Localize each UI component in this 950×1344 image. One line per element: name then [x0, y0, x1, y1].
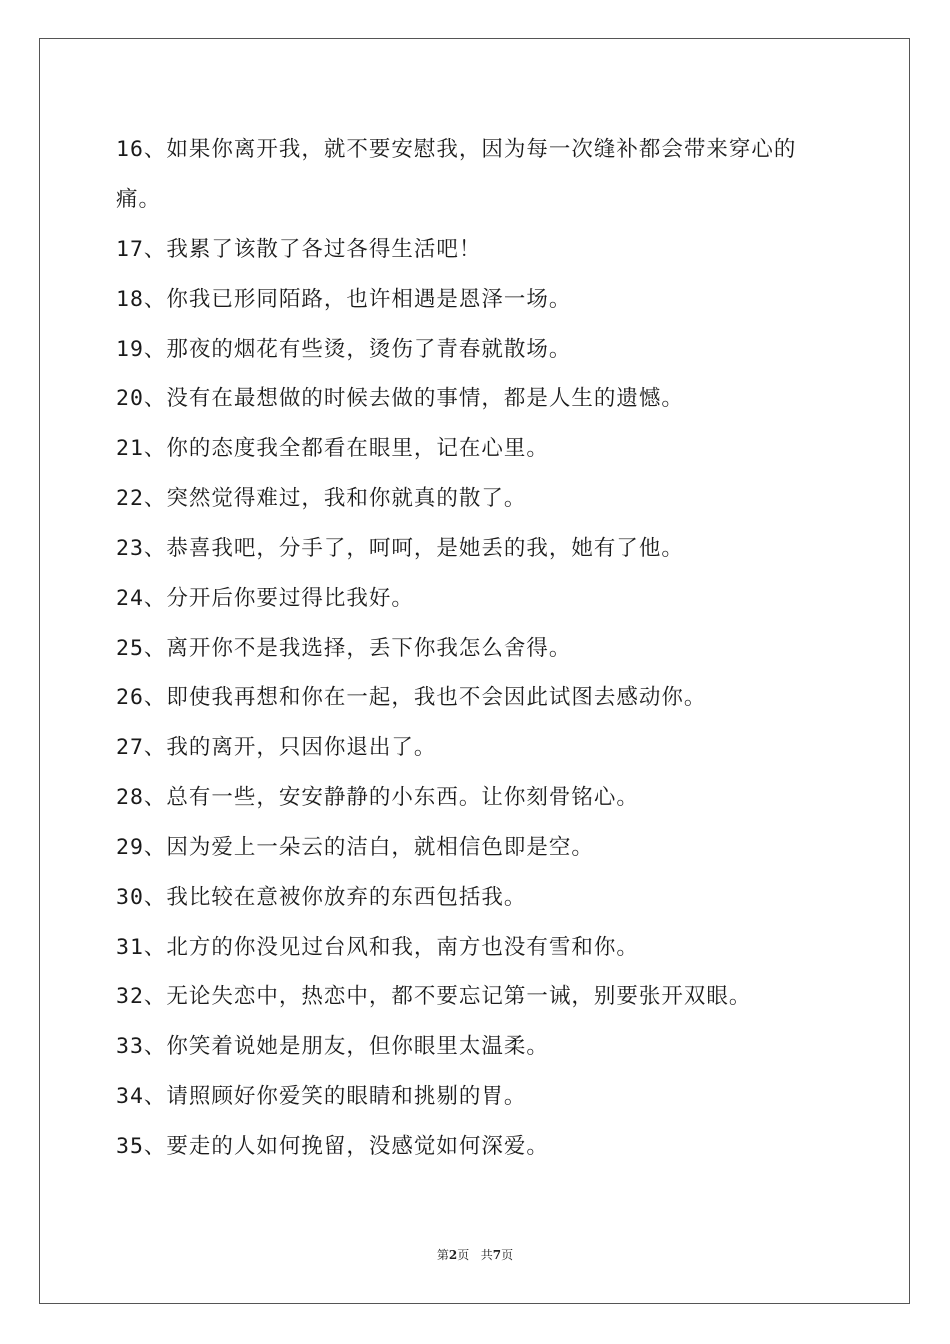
text-line: 31、北方的你没见过台风和我，南方也没有雪和你。 [116, 935, 639, 960]
text-line: 26、即使我再想和你在一起，我也不会因此试图去感动你。 [116, 685, 707, 710]
text-line: 24、分开后你要过得比我好。 [116, 586, 414, 611]
total-suffix: 页 [501, 1248, 514, 1262]
page-prefix: 第 [436, 1248, 449, 1262]
page-total: 7 [492, 1248, 502, 1262]
text-line: 20、没有在最想做的时候去做的事情，都是人生的遗憾。 [116, 386, 684, 411]
page-footer [0, 1246, 950, 1263]
text-line: 21、你的态度我全都看在眼里，记在心里。 [116, 436, 549, 461]
text-line: 18、你我已形同陌路，也许相遇是恩泽一场。 [116, 287, 572, 312]
text-line: 33、你笑着说她是朋友，但你眼里太温柔。 [116, 1034, 549, 1059]
page-border [39, 38, 910, 1304]
total-prefix: 共 [480, 1248, 493, 1262]
text-line: 17、我累了该散了各过各得生活吧！ [116, 237, 482, 262]
text-line: 22、突然觉得难过，我和你就真的散了。 [116, 486, 527, 511]
text-line: 23、恭喜我吧，分手了，呵呵，是她丢的我，她有了他。 [116, 536, 684, 561]
text-line: 27、我的离开，只因你退出了。 [116, 735, 437, 760]
text-line: 30、我比较在意被你放弃的东西包括我。 [116, 885, 527, 910]
text-line: 28、总有一些，安安静静的小东西。让你刻骨铭心。 [116, 785, 639, 810]
text-line: 痛。 [116, 187, 162, 212]
text-line: 25、离开你不是我选择，丢下你我怎么舍得。 [116, 636, 572, 661]
page-current: 2 [448, 1248, 458, 1262]
text-line: 29、因为爱上一朵云的洁白，就相信色即是空。 [116, 835, 594, 860]
text-line: 32、无论失恋中，热恋中，都不要忘记第一诫，别要张开双眼。 [116, 984, 752, 1009]
text-line: 19、那夜的烟花有些烫，烫伤了青春就散场。 [116, 337, 572, 362]
page-suffix: 页 [457, 1248, 470, 1262]
text-line: 35、要走的人如何挽留，没感觉如何深爱。 [116, 1134, 549, 1159]
text-line: 34、请照顾好你爱笑的眼睛和挑剔的胃。 [116, 1084, 527, 1109]
text-line: 16、如果你离开我，就不要安慰我，因为每一次缝补都会带来穿心的 [116, 137, 797, 162]
